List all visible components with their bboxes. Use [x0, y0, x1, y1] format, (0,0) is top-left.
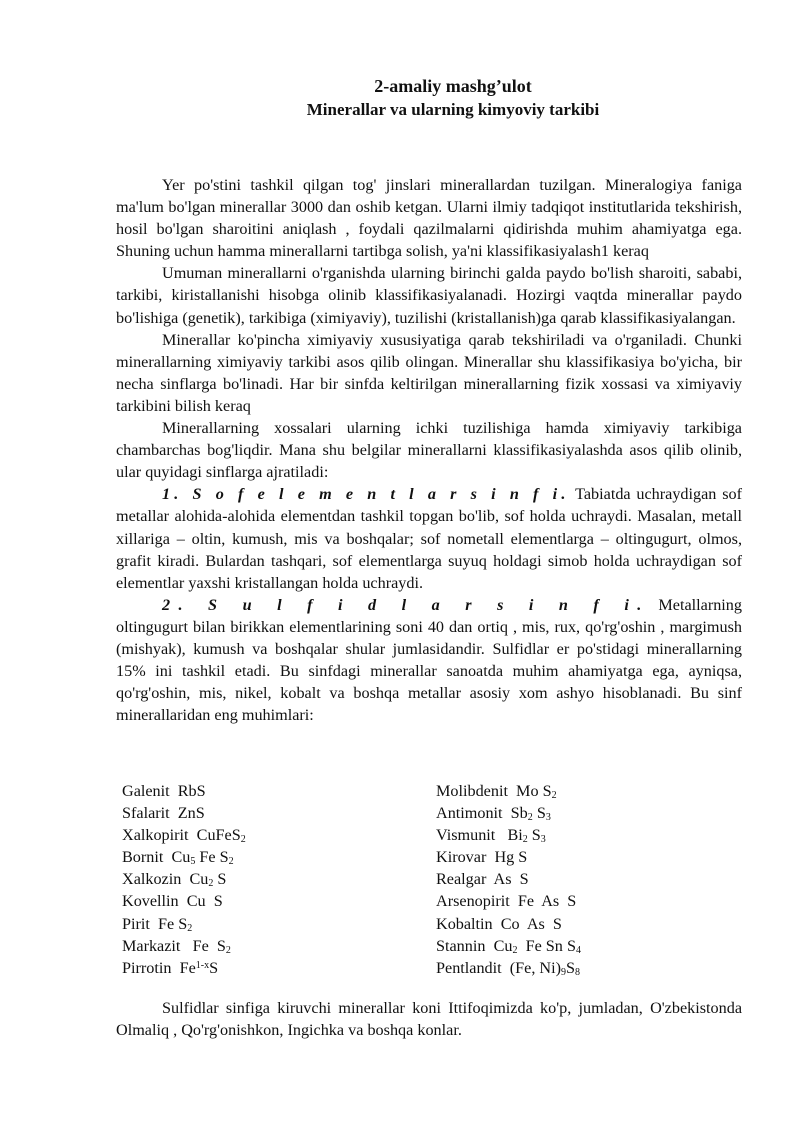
mineral-item: [436, 824, 581, 846]
paragraph: Minerallarning xossalari ularning ichki tuzilishiga hamda ximiyaviy tarkibiga chambarchas bog'liqdir. Mana shu belgilar minerallarni klassifikasiyalashda asos qilib olinib, ular quyidagi sinflarga ajratiladi:: [116, 419, 742, 482]
mineral-item: [436, 913, 581, 935]
mineral-name: Kobaltin: [436, 914, 501, 933]
mineral-item: [436, 890, 581, 912]
mineral-name: Molibdenit: [436, 782, 517, 800]
mineral-name: Arsenopirit: [436, 892, 518, 911]
mineral-name: Sfalarit: [122, 804, 178, 823]
mineral-name: Pirrotin: [122, 958, 180, 977]
mineral-item: [122, 913, 246, 935]
mineral-item: [436, 780, 581, 802]
paragraph: Minerallar ko'pincha ximiyaviy xususiyatiga qarab tekshiriladi va o'rganiladi. Chunki minerallarning ximiyaviy tarkibi asos qilib olingan. Minerallar shu klassifikasiya bo'yicha, bir necha sinflarga bo'linadi. Har bir sinfda keltirilgan minerallarning fizik xossasi va ximiyaviy tarkibini bilish keraq: [116, 330, 742, 415]
class-text: Tabiatda uchraydigan sof metallar alohida-alohida elementdan tashkil topgan bo'lib, sof holda uchraydi. Masalan, metall xillariga – oltin, kumush, mis va boshqalar; sof nometall elementlarga – oltingugurt, olmos, grafit kiradi. Bulardan tashqari, sof elementlarga suyuq holdagi simob holda uchraydigan sof elementlar yaxshi kristallangan holda uchraydi.: [116, 485, 742, 592]
mineral-formula: $Cu_5$ Fe $S_2$: [171, 848, 234, 868]
mineral-item: [122, 846, 246, 868]
closing-text: [116, 997, 742, 1041]
mineral-formula: Fe $S_2$: [157, 914, 193, 934]
body-text: [116, 174, 742, 726]
mineral-formula: Co As S: [500, 914, 562, 933]
mineral-formula: $Cu_2$ S: [189, 870, 227, 890]
mineral-name: Galenit: [122, 782, 178, 800]
mineral-item: [122, 802, 246, 824]
page-title: 2-amaliy mashg’ulot: [374, 76, 532, 96]
mineral-name: Xalkopirit: [122, 826, 197, 845]
mineral-name: Kirovar: [436, 848, 495, 867]
mineral-name: Realgar: [436, 870, 494, 889]
minerals-column-left: [122, 780, 246, 979]
minerals-column-right: [436, 780, 581, 979]
mineral-item: [436, 957, 581, 979]
mineral-formula: (Fe, $Ni)_9S_8$: [509, 958, 581, 978]
mineral-name: Xalkozin: [122, 870, 190, 889]
mineral-item: [122, 935, 246, 957]
paragraph: Umuman minerallarni o'rganishda ularning birinchi galda paydo bo'lish sharoiti, sababi, tarkibi, kiristallanishi hisobga olinib klassifikasiyalanadi. Hozirgi vaqtda minerallar paydo bo'lishiga (genetik), tarkibiga (ximiyaviy), tuzilishi (kristallanish)ga qarab klassifikasiyalangan.: [116, 264, 742, 327]
mineral-name: Pirit: [122, 914, 158, 933]
mineral-item: [122, 890, 246, 912]
mineral-formula: As S: [493, 870, 529, 889]
mineral-name: Markazit: [122, 936, 189, 955]
mineral-item: [436, 935, 581, 957]
mineral-formula: Fe As S: [517, 892, 577, 911]
mineral-formula: $Bi_2$ $S_3$: [503, 826, 546, 846]
mineral-formula: Mo $S_2$: [516, 782, 557, 801]
mineral-formula: $Sb_2$ $S_3$: [510, 804, 551, 824]
mineral-name: Pentlandit: [436, 958, 510, 977]
mineral-item: [436, 802, 581, 824]
mineral-formula: CuFeS$_2$: [196, 826, 246, 846]
mineral-formula: Hg S: [494, 848, 528, 867]
paragraph: Yer po'stini tashkil qilgan tog' jinslari minerallardan tuzilgan. Mineralogiya faniga ma'lum bo'lgan minerallar 3000 dan oshib ketgan. Ularni ilmiy tadqiqot institutlarida tekshirish, hosil bo'lgan sharoitini aniqlash , foydali qazilmalarni qidirishda muhim ahamiyatga ega. Shuning uchun hamma minerallarni tartibga solish, ya'ni klassifikasiyalash1 keraq: [116, 176, 742, 261]
mineral-item: [122, 868, 246, 890]
mineral-name: Kovellin: [122, 892, 187, 911]
mineral-item: [436, 868, 581, 890]
mineral-formula: Cu S: [186, 892, 223, 911]
mineral-formula: Fe $S_2$: [188, 936, 231, 956]
mineral-name: Vismunit: [436, 826, 504, 845]
mineral-name: Antimonit: [436, 804, 511, 823]
paragraph: Sulfidlar sinfiga kiruvchi minerallar koni Ittifoqimizda ko'p, jumladan, O'zbekistonda Olmaliq , Qo'rg'onishkon, Ingichka va boshqa konlar.: [116, 999, 742, 1040]
class-heading: 2. S u l f i d l a r s i n f i.: [162, 595, 650, 614]
mineral-name: Bornit: [122, 848, 172, 867]
page-subtitle: Minerallar va ularning kimyoviy tarkibi: [306, 100, 600, 119]
class-heading: 1. S o f e l e m e n t l a r s i n f i.: [162, 485, 570, 504]
mineral-formula: Fe$^{1-x}$S: [179, 958, 219, 977]
mineral-item: [436, 846, 581, 868]
mineral-formula: RbS: [177, 782, 206, 800]
class-text: Metallarning oltingugurt bilan birikkan elementlarining soni 40 dan ortiq , mis, rux, qo'rg'oshin , margimush (mishyak), kumush va boshqalar shular jumlasidandir. Sulfidlar er po'stidagi minerallarning 15% ini tashkil etadi. Bu sinfdagi minerallar sanoatda muhim ahamiyatga ega, ayniqsa, qo'rg'oshin, mis, nikel, kobalt va boshqa metallar asosiy xom ashyo hisoblanadi. Bu sinf minerallaridan eng muhimlari:: [116, 595, 742, 725]
mineral-item: [122, 824, 246, 846]
mineral-formula: $Cu_2$ Fe Sn $S_4$: [493, 936, 581, 956]
mineral-formula: ZnS: [177, 804, 205, 823]
mineral-item: [122, 780, 246, 802]
mineral-name: Stannin: [436, 936, 494, 955]
mineral-item: [122, 957, 246, 979]
paragraph-class-2: [116, 594, 742, 727]
paragraph-class-1: [116, 483, 742, 593]
